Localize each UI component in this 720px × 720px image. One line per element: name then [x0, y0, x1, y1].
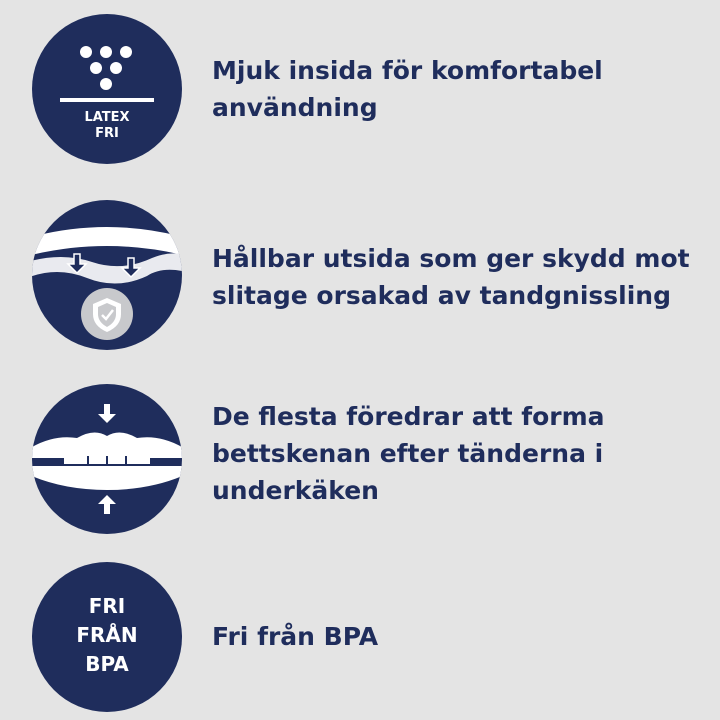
- feature-text-line: bettskenan efter tänderna i: [212, 439, 604, 468]
- badge-line: BPA: [85, 652, 129, 676]
- durable-shield-icon: [32, 200, 182, 350]
- latex-free-badge: [32, 110, 182, 142]
- mouth-bite-graphic: [32, 384, 182, 534]
- feature-text-line: underkäken: [212, 476, 379, 505]
- feature-bite-lower-jaw: [0, 384, 720, 534]
- bite-mouthguard-icon: [32, 384, 182, 534]
- badge-line: FRI: [88, 594, 126, 618]
- badge-line: FRI: [95, 126, 119, 141]
- feature-bpa-free: [0, 562, 720, 712]
- feature-text-line: slitage orsakad av tandgnissling: [212, 281, 671, 310]
- feature-text-line: användning: [212, 93, 378, 122]
- feature-text-line: Hållbar utsida som ger skydd mot: [212, 244, 690, 273]
- mouthguard-layers-graphic: [32, 200, 182, 350]
- feature-description: [212, 618, 702, 655]
- feature-latex-free: [0, 14, 720, 164]
- bpa-free-icon: [32, 562, 182, 712]
- feature-description: [212, 52, 702, 126]
- feature-durable-outside: [0, 200, 720, 350]
- badge-line: FRÅN: [76, 623, 138, 647]
- feature-description: [212, 398, 702, 509]
- feature-text-line: De flesta föredrar att forma: [212, 402, 605, 431]
- feature-text-line: Mjuk insida för komfortabel: [212, 56, 603, 85]
- bpa-free-badge: [32, 592, 182, 679]
- feature-text-line: Fri från BPA: [212, 622, 379, 651]
- badge-line: LATEX: [84, 110, 130, 125]
- latex-free-icon: [32, 14, 182, 164]
- feature-description: [212, 240, 702, 314]
